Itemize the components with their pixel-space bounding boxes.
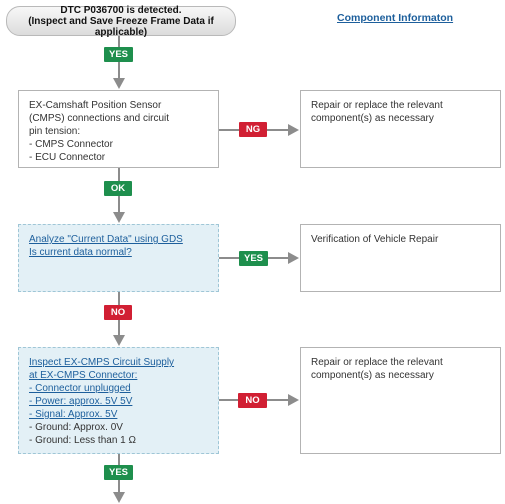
arrowhead-step3 [113,335,125,346]
step3-line-3[interactable]: - Connector unplugged [29,383,131,394]
step1-line-2: (CMPS) connections and circuit [29,113,170,124]
yes-badge-top: YES [104,47,133,62]
step2-box [18,224,219,292]
arrowhead-step1 [113,78,125,89]
step1-result-line-1: Repair or replace the relevant [311,100,443,111]
step1-line-5: - ECU Connector [29,152,106,163]
step3-line-1[interactable]: Inspect EX-CMPS Circuit Supply [29,357,175,368]
step3-line-2[interactable]: at EX-CMPS Connector: [29,370,138,381]
yes-badge-mid: YES [239,251,268,266]
step1-result-line-2: component(s) as necessary [311,113,434,124]
step1-line-4: - CMPS Connector [29,139,113,150]
ng-badge: NG [239,122,267,137]
start-line-2: (Inspect and Save Freeze Frame Data if applicable) [28,15,214,38]
step3-line-4[interactable]: - Power: approx. 5V 5V [29,396,133,407]
step3-result-box [300,347,501,454]
arrowhead-step2 [113,212,125,223]
arrowhead-next [113,492,125,503]
step3-line-6: - Ground: Approx. 0V [29,422,123,433]
component-information-link[interactable]: Component Informaton [337,12,454,24]
step3-line-5[interactable]: - Signal: Approx. 5V [29,409,118,420]
start-terminator [6,6,236,36]
arrowhead-step3-result [288,394,299,406]
step2-question-link[interactable]: Is current data normal? [29,247,132,258]
step1-line-1: EX-Camshaft Position Sensor [29,100,162,111]
arrowhead-step2-result [288,252,299,264]
step1-result-box [300,90,501,168]
start-line-1: DTC P036700 is detected. [60,4,182,16]
no-badge-mid: NO [104,305,132,320]
step1-line-3: pin tension: [29,126,81,137]
ok-badge: OK [104,181,132,196]
step3-box [18,347,219,454]
arrowhead-step1-result [288,124,299,136]
step2-result-text: Verification of Vehicle Repair [311,234,439,245]
step3-result-line-1: Repair or replace the relevant [311,357,443,368]
yes-badge-bottom: YES [104,465,133,480]
step2-result-box [300,224,501,292]
step3-result-line-2: component(s) as necessary [311,370,434,381]
no-badge-right: NO [238,393,267,408]
step1-box [18,90,219,168]
step3-line-7: - Ground: Less than 1 Ω [29,435,136,446]
step2-analyze-link[interactable]: Analyze "Current Data" using GDS [29,234,183,245]
